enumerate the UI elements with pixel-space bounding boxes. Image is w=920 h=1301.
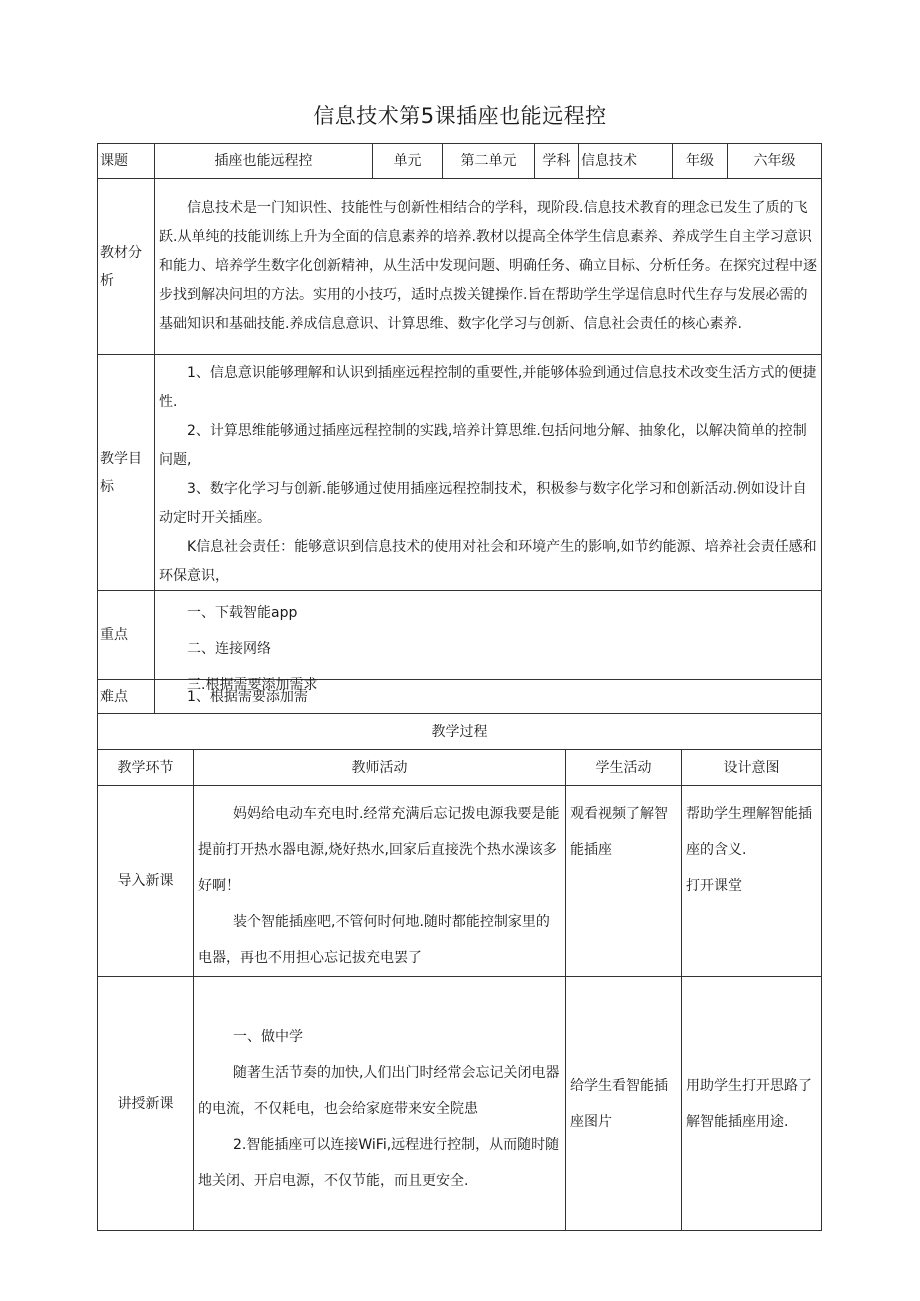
- objective-item: 2、计算思维能够通过插座远程控制的实践,培养计算思维.包括问地分解、抽象化，以解决简单的控制问题,: [159, 423, 807, 468]
- topic-value: 插座也能远程控: [155, 144, 373, 179]
- design-intent: 帮助学生理解智能插座的含义.: [686, 806, 812, 858]
- key-point-item: 一、下载智能app: [187, 605, 298, 621]
- student-activity: 观看视频了解智能插座: [566, 786, 682, 977]
- column-header-stage: 教学环节: [98, 750, 194, 786]
- teacher-activity: 随著生活节奏的加快,人们出门时经常会忘记关闭电器的电流，不仅耗电，也会给家庭带来安全院患: [198, 1065, 560, 1117]
- teacher-activity: 一、做中学: [233, 1029, 303, 1045]
- objectives-list: [159, 355, 819, 588]
- teaching-process-table: [97, 713, 822, 1231]
- topic-label: 课题: [98, 144, 155, 179]
- column-header-teacher: 教师活动: [194, 750, 566, 786]
- document-title: 信息技术第5课插座也能远程控: [313, 104, 607, 128]
- column-header-intent: 设计意图: [682, 750, 822, 786]
- table-row: [98, 977, 822, 1231]
- analysis-text: 信息技术是一门知识性、技能性与创新性相结合的学科，现阶段.信息技术教育的理念已发生了质的飞跃.从单纯的技能训练上升为全面的信息素养的培养.教材以提高全体学生信息素养、养成学生自主学习意识和能力、培养学生数字化创新精神，从生活中发现问题、明确任务、确立目标、分析任务。在探究过程中逐步找到解决问坦的方法。实用的小技巧，适时点拨关键操作.旨在帮助学生学逞信息时代生存与发展必需的基础知识和基础技能.养成信息意识、计算思维、数字化学习与创新、信息社会责任的核心素养.: [159, 200, 817, 332]
- subject-value: 信息技术: [579, 144, 673, 179]
- unit-label: 单元: [373, 144, 443, 179]
- key-point-item: 二、连接网络: [187, 641, 271, 657]
- teacher-activity: 2.智能插座可以连接WiFi,远程进行控制，从而随时随地关闭、开启电源，不仅节能，而且更安全.: [198, 1137, 560, 1189]
- grade-value: 六年级: [728, 144, 822, 179]
- student-activity: 给学生看智能插座图片: [566, 977, 682, 1231]
- difficulty-label: 难点: [98, 680, 155, 714]
- key-points-list: [159, 591, 819, 693]
- objective-item: K信息社会责任：能够意识到信息技术的使用对社会和环境产生的影响,如节约能源、培养社会责任感和环保意识，: [159, 539, 817, 584]
- column-header-student: 学生活动: [566, 750, 682, 786]
- subject-label: 学科: [535, 144, 579, 179]
- objective-item: 1、信息意识能够理解和认识到插座远程控制的重要性,并能够体验到通过信息技术改变生活方式的便捷性.: [159, 365, 817, 410]
- stage-cell: 讲授新课: [98, 977, 194, 1231]
- key-point-item: 三.根据需要添加需求: [187, 677, 318, 693]
- grade-label: 年级: [673, 144, 728, 179]
- difficulty-text: 1、根据需要添加需: [187, 688, 308, 705]
- key-points-label: 重点: [98, 591, 155, 680]
- design-intent: 用助学生打开思路了解智能插座用途.: [682, 977, 822, 1231]
- objective-item: 3、数字化学习与创新.能够通过使用插座远程控制技术，积极参与数字化学习和创新活动.例如设计自动定时开关插座。: [159, 481, 807, 526]
- analysis-label: 教材分析: [98, 179, 155, 355]
- teacher-activity: 妈妈给电动车充电时.经常充满后忘记拨电源我要是能提前打开热水器电源,烧好热水,回家后直接洗个热水澡该多好啊！: [198, 806, 560, 894]
- table-row: [98, 786, 822, 977]
- process-header: 教学过程: [98, 714, 822, 750]
- lesson-info-table: [97, 143, 822, 714]
- objectives-label: 教学目标: [98, 355, 155, 591]
- stage-cell: 导入新课: [98, 786, 194, 977]
- unit-value: 第二单元: [443, 144, 535, 179]
- design-intent: 打开课堂: [686, 878, 742, 894]
- teacher-activity: 装个智能插座吧,不管何时何地.随时都能控制家里的电器，再也不用担心忘记拔充电罢了: [198, 914, 550, 966]
